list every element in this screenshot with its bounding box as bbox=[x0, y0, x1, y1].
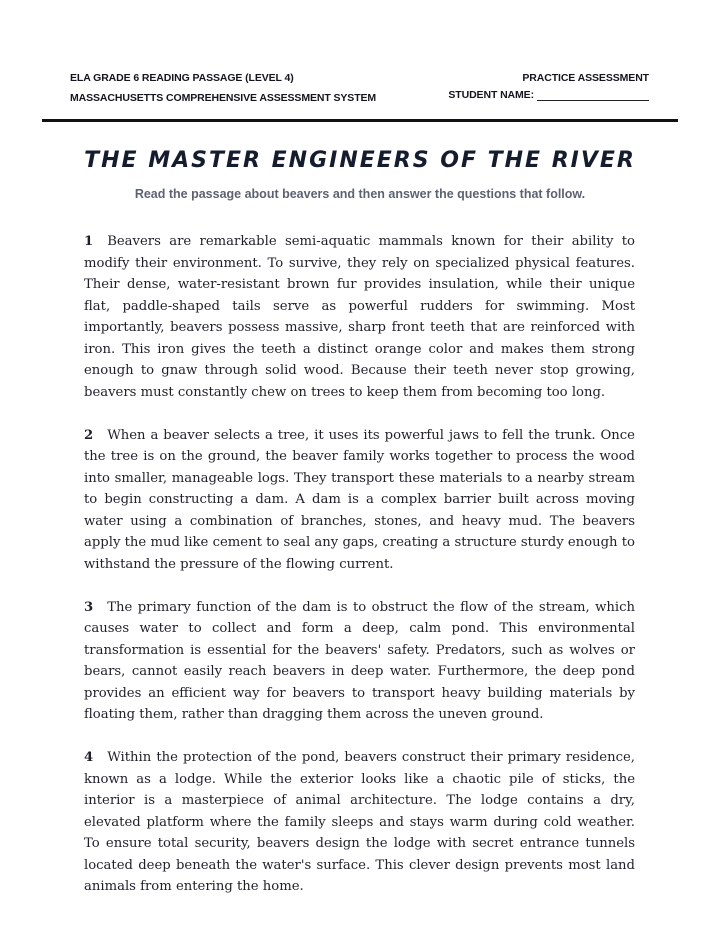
passage-body bbox=[84, 231, 635, 919]
paragraph-2 bbox=[84, 425, 635, 576]
paragraph-text: When a beaver selects a tree, it uses its powerful jaws to fell the trunk. Once the tree is on the ground, the beaver family works together to process the wood into smaller, manageable logs. They transport these materials to a nearby stream to begin constructing a dam. A dam is a complex barrier built across moving water using a combination of branches, stones, and heavy mud. The beavers apply the mud like cement to seal any gaps, creating a structure sturdy enough to withstand the pressure of the flowing current. bbox=[84, 427, 635, 572]
student-name-blank[interactable] bbox=[537, 91, 649, 101]
paragraph-4 bbox=[84, 747, 635, 898]
student-name-field[interactable] bbox=[448, 89, 649, 101]
student-name-label: STUDENT NAME: bbox=[448, 89, 534, 101]
paragraph-text: Beavers are remarkable semi-aquatic mammals known for their ability to modify their environment. To survive, they rely on specialized physical features. Their dense, water-resistant brown fur provides insulation, while their unique flat, paddle-shaped tails serve as powerful rudders for swimming. Most importantly, beavers possess massive, sharp front teeth that are reinforced with iron. This iron gives the teeth a distinct orange color and makes them strong enough to gnaw through solid wood. Because their teeth never stop growing, beavers must constantly chew on trees to keep them from becoming too long. bbox=[84, 234, 635, 400]
paragraph-number: 1 bbox=[84, 234, 94, 249]
paragraph-1 bbox=[84, 231, 635, 403]
paragraph-text: The primary function of the dam is to obstruct the flow of the stream, which causes water to collect and form a deep, calm pond. This environmental transformation is essential for the beavers' safety. Predators, such as wolves or bears, cannot easily reach beavers in deep water. Furthermore, the deep pond provides an efficient way for beavers to transport heavy building materials by floating them, rather than dragging them across the uneven ground. bbox=[84, 599, 635, 722]
paragraph-number: 2 bbox=[84, 427, 94, 443]
paragraph-3 bbox=[84, 597, 635, 726]
paragraph-text: Within the protection of the pond, beavers construct their primary residence, known as a lodge. While the exterior looks like a chaotic pile of sticks, the interior is a masterpiece of animal architecture. The lodge contains a dry, elevated platform where the family sleeps and stays warm during cold weather. To ensure total security, beavers design the lodge with secret entrance tunnels located deep beneath the water's surface. This clever design prevents most land animals from entering the home. bbox=[84, 750, 635, 894]
paragraph-number: 4 bbox=[84, 750, 94, 765]
passage-title: THE MASTER ENGINEERS OF THE RIVER bbox=[84, 148, 636, 173]
grade-level-label: ELA GRADE 6 READING PASSAGE (LEVEL 4) bbox=[70, 72, 294, 84]
assessment-system-label: MASSACHUSETTS COMPREHENSIVE ASSESSMENT SYSTEM bbox=[70, 92, 377, 104]
paragraph-number: 3 bbox=[84, 599, 94, 615]
practice-assessment-label: PRACTICE ASSESSMENT bbox=[522, 72, 649, 84]
passage-instructions: Read the passage about beavers and then answer the questions that follow. bbox=[134, 187, 586, 201]
page-header bbox=[42, 0, 678, 122]
